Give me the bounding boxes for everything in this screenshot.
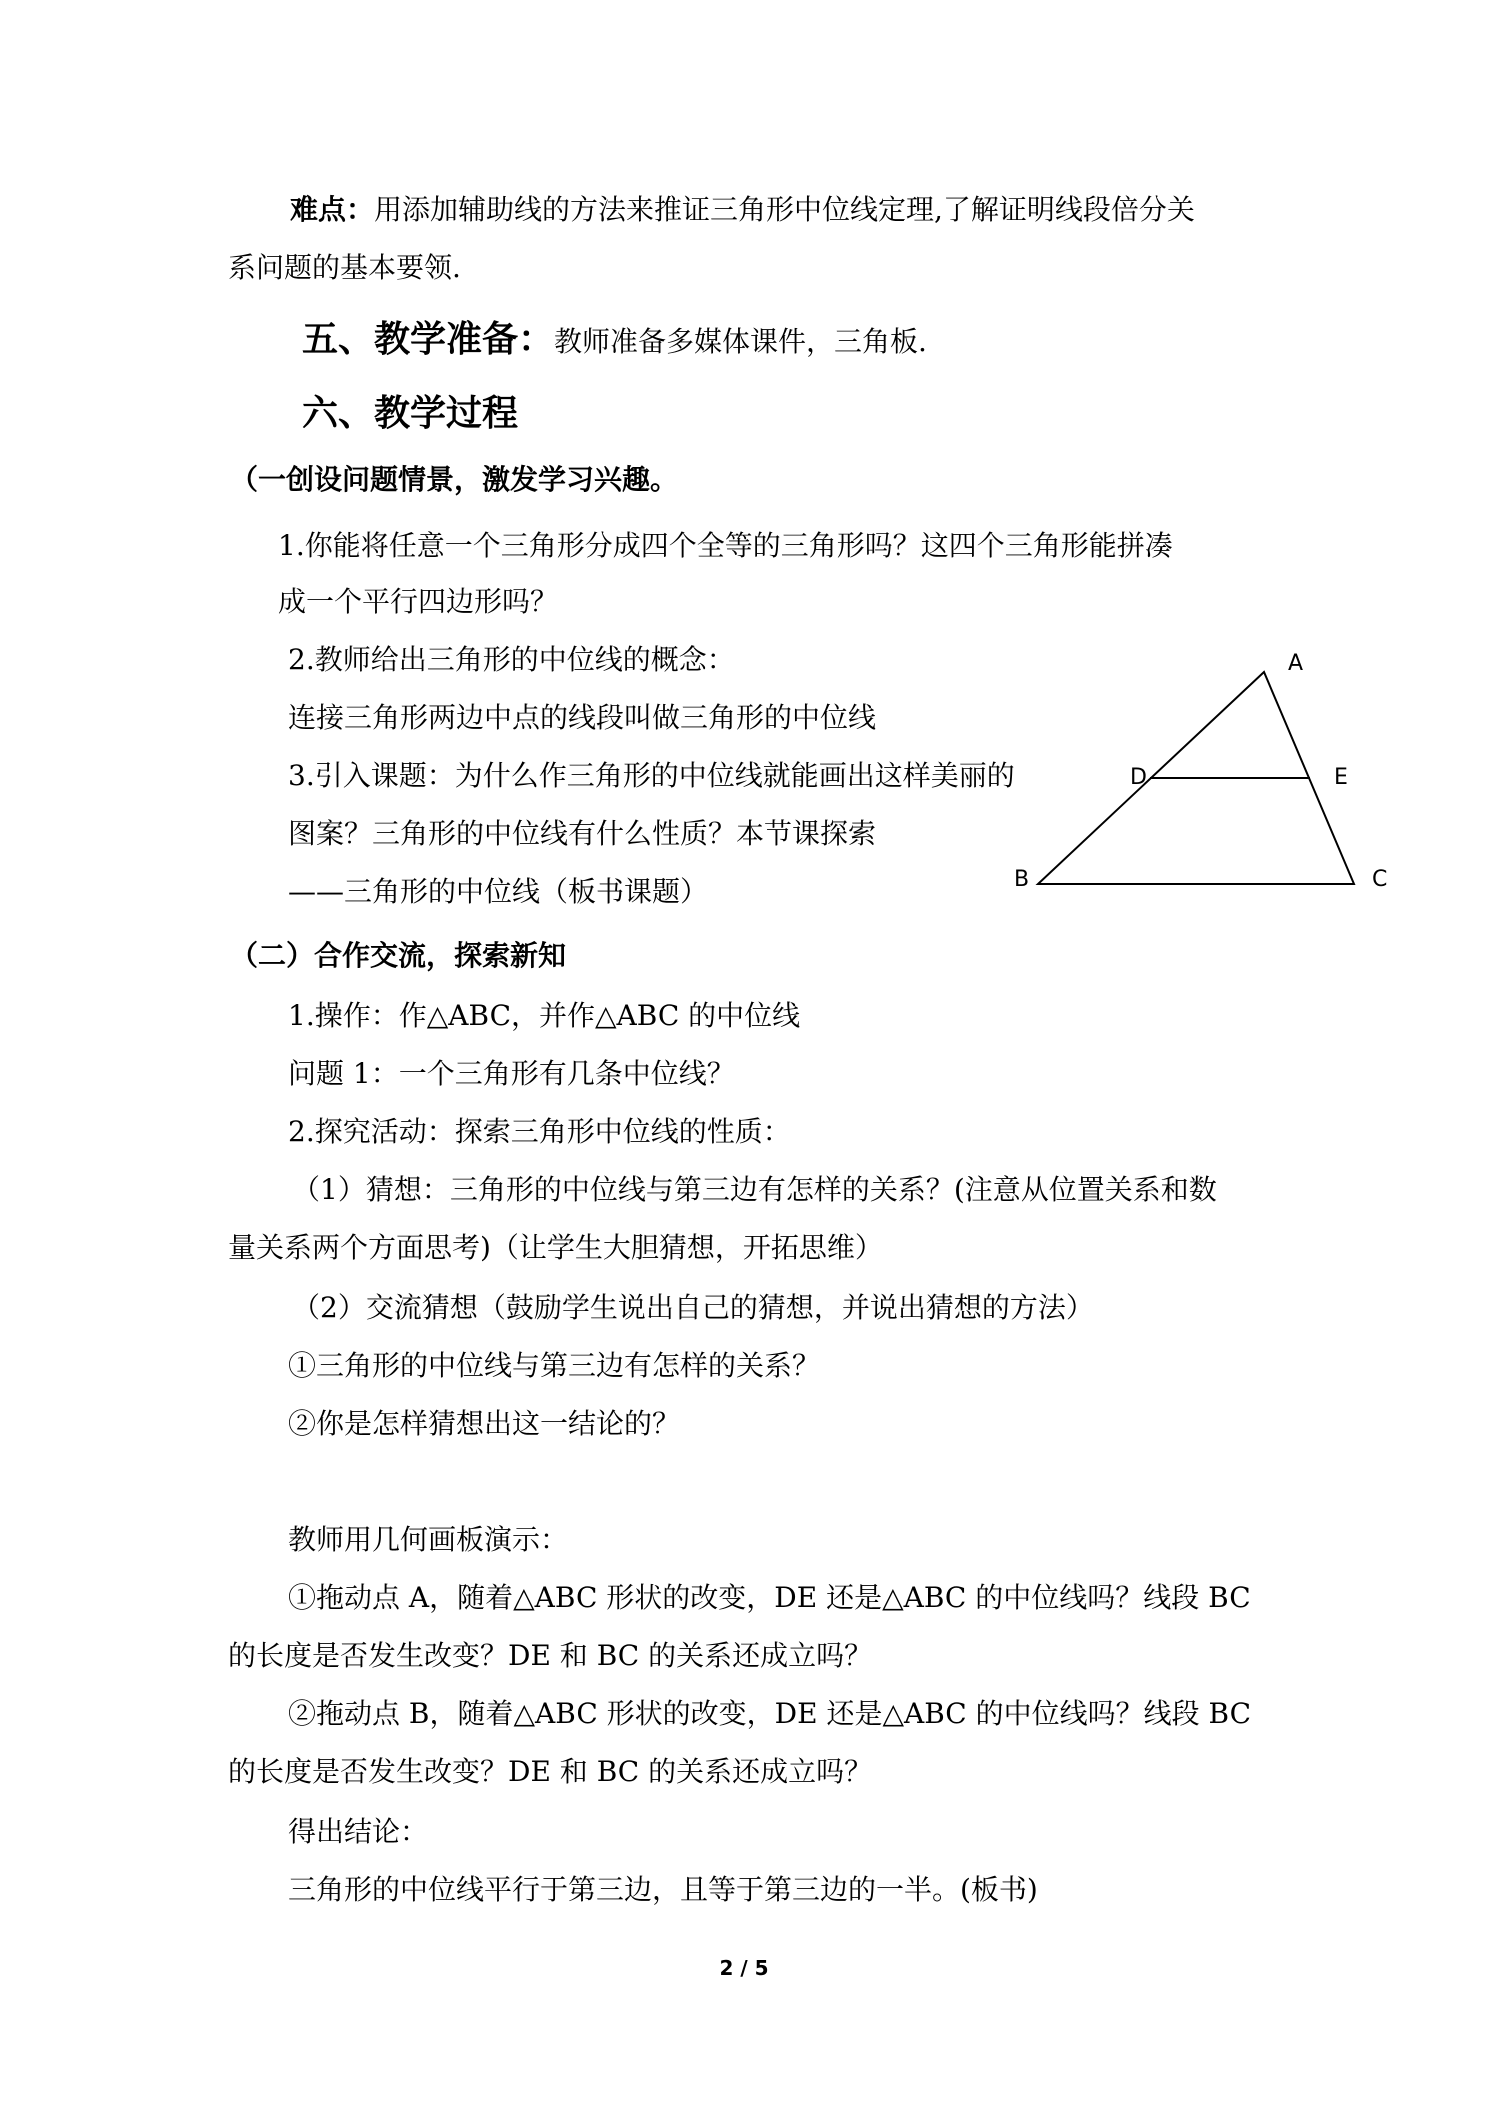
part1-item3-line1: 3.引入课题：为什么作三角形的中位线就能画出这样美丽的 xyxy=(288,759,1015,792)
part1-item2: 2.教师给出三角形的中位线的概念： xyxy=(288,643,735,676)
part2-exchange: （2）交流猜想（鼓励学生说出自己的猜想，并说出猜想的方法） xyxy=(292,1291,1094,1324)
label-e: E xyxy=(1334,765,1348,790)
part1-item2-def: 连接三角形两边中点的线段叫做三角形的中位线 xyxy=(288,701,877,734)
section5-heading: 五、教学准备： xyxy=(302,319,555,360)
part2-explore: 2.探究活动：探索三角形中位线的性质： xyxy=(288,1115,791,1148)
label-b: B xyxy=(1014,867,1030,892)
part2-conclusion: 三角形的中位线平行于第三边，且等于第三边的一半。(板书) xyxy=(288,1873,1038,1906)
section5 xyxy=(302,318,927,364)
part2-c2: ②你是怎样猜想出这一结论的？ xyxy=(288,1407,681,1440)
triangle-figure xyxy=(1000,640,1400,900)
section6-heading: 六、教学过程 xyxy=(302,393,519,434)
difficulty-label: 难点： xyxy=(290,193,375,226)
part1-item1-line1: 1.你能将任意一个三角形分成四个全等的三角形吗？这四个三角形能拼凑 xyxy=(278,529,1173,562)
part2-d2-line1: ②拖动点 B，随着△ABC 形状的改变，DE 还是△ABC 的中位线吗？线段 BC xyxy=(288,1697,1252,1730)
part2-guess-line1: （1）猜想：三角形的中位线与第三边有怎样的关系？(注意从位置关系和数 xyxy=(292,1173,1217,1206)
part2-conclusion-label: 得出结论： xyxy=(288,1815,429,1848)
part2-d2-line2: 的长度是否发生改变？DE 和 BC 的关系还成立吗？ xyxy=(228,1755,873,1788)
part1-heading: （一创设问题情景，激发学习兴趣。 xyxy=(230,463,679,496)
part1-item3-line3: ——三角形的中位线（板书课题） xyxy=(288,875,709,908)
label-c: C xyxy=(1372,867,1388,892)
part2-q1: 问题 1：一个三角形有几条中位线？ xyxy=(288,1057,735,1090)
part2-heading: （二）合作交流，探索新知 xyxy=(230,939,567,972)
difficulty-line1 xyxy=(290,192,1195,228)
section5-text: 教师准备多媒体课件，三角板. xyxy=(554,325,927,358)
part1-item3-line2: 图案？三角形的中位线有什么性质？本节课探索 xyxy=(288,817,877,850)
part2-op: 1.操作：作△ABC，并作△ABC 的中位线 xyxy=(288,999,801,1032)
label-d: D xyxy=(1130,765,1147,790)
part2-d1-line1: ①拖动点 A，随着△ABC 形状的改变，DE 还是△ABC 的中位线吗？线段 BC xyxy=(288,1581,1251,1614)
part2-c1: ①三角形的中位线与第三边有怎样的关系？ xyxy=(288,1349,821,1382)
label-a: A xyxy=(1288,651,1304,676)
part2-demo: 教师用几何画板演示： xyxy=(288,1523,569,1556)
part2-guess-line2: 量关系两个方面思考)（让学生大胆猜想，开拓思维） xyxy=(228,1231,883,1264)
difficulty-line2: 系问题的基本要领. xyxy=(228,251,461,284)
page-number: 2 / 5 xyxy=(719,1956,769,1980)
difficulty-text: 用添加辅助线的方法来推证三角形中位线定理,了解证明线段倍分关 xyxy=(374,193,1195,226)
part1-item1-line2: 成一个平行四边形吗？ xyxy=(278,585,559,618)
part2-d1-line2: 的长度是否发生改变？DE 和 BC 的关系还成立吗？ xyxy=(228,1639,873,1672)
